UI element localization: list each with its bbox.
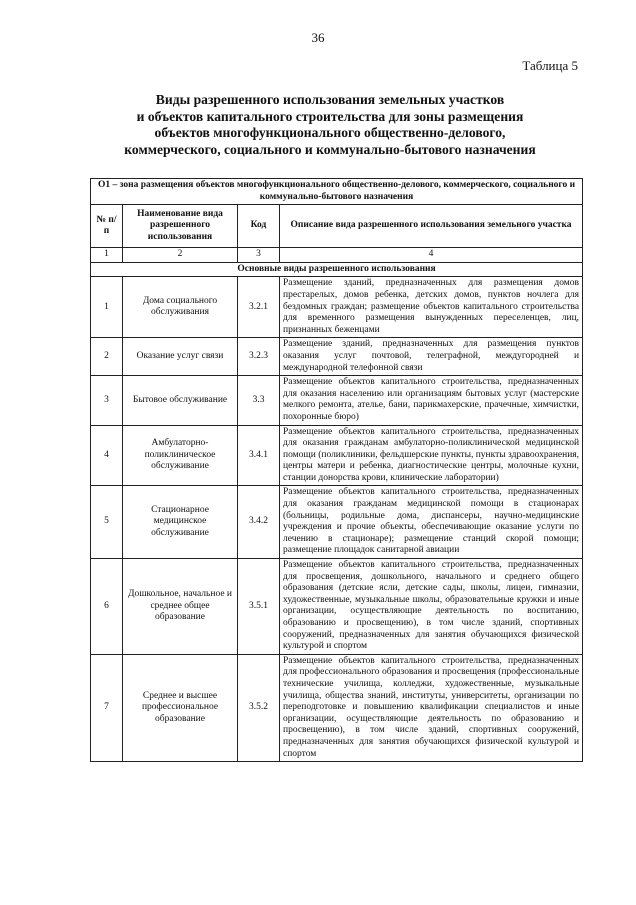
header-desc: Описание вида разрешенного использования земельного участка <box>280 205 583 248</box>
column-number-row <box>91 248 583 263</box>
row-name: Дома социального обслуживания <box>123 277 238 338</box>
title-line: Виды разрешенного использования земельных участков <box>155 92 505 107</box>
row-num: 2 <box>91 338 123 376</box>
section-title: Основные виды разрешенного использования <box>91 262 583 277</box>
table-row <box>91 277 583 338</box>
row-num: 4 <box>91 425 123 486</box>
row-desc: Размещение объектов капитального строительства, предназначенных для оказания гражданам амбулаторно-поликлинической медицинской помощи (поликлиники, фельдшерские пункты, пункты здравоохранения, центры матери и ребенка, диагностические центры, молочные кухни, станции донорства крови, клинические лаборатории) <box>280 425 583 486</box>
row-name: Амбулаторно-поликлиническое обслуживание <box>123 425 238 486</box>
row-code: 3.5.2 <box>238 654 280 761</box>
table-row <box>91 559 583 655</box>
row-code: 3.3 <box>238 376 280 425</box>
row-num: 5 <box>91 486 123 559</box>
row-name: Оказание услуг связи <box>123 338 238 376</box>
row-code: 3.4.2 <box>238 486 280 559</box>
column-number: 4 <box>280 248 583 263</box>
table-row <box>91 376 583 425</box>
page-number: 36 <box>311 30 325 45</box>
header-name: Наименование вида разрешенного использования <box>123 205 238 248</box>
table-row <box>91 425 583 486</box>
land-use-table <box>90 178 583 762</box>
row-name: Среднее и высшее профессиональное образование <box>123 654 238 761</box>
title-line: объектов многофункционального общественно-делового, <box>154 125 506 140</box>
row-name: Дошкольное, начальное и среднее общее образование <box>123 559 238 655</box>
table-label: Таблица 5 <box>522 58 578 73</box>
document-title <box>80 92 580 158</box>
column-number: 2 <box>123 248 238 263</box>
header-num: № п/п <box>91 205 123 248</box>
zone-header: О1 – зона размещения объектов многофункционального общественно-делового, коммерческого, социального и коммунально-бытового назначения <box>91 179 583 205</box>
row-desc: Размещение объектов капитального строительства, предназначенных для просвещения, дошкольного, начального и среднего общего образования (детские ясли, детские сады, школы, лицеи, гимназии, художественные, музыкальные школы, образовательные кружки и иные организации, осуществляющие деятельность по воспитанию, образованию и просвещению), в том числе зданий, спортивных сооружений, предназначенных для занятия обучающихся физической культурой и спортом <box>280 559 583 655</box>
row-desc: Размещение объектов капитального строительства, предназначенных для профессионального образования и просвещения (профессиональные технические училища, колледжи, художественные, музыкальные училища, общества знаний, институты, университеты, организации по переподготовке и повышению квалификации специалистов и иные организации, осуществляющие деятельность по образованию и просвещению), в том числе зданий, спортивных сооружений, предназначенных для занятия обучающихся физической культурой и спортом <box>280 654 583 761</box>
row-desc: Размещение объектов капитального строительства, предназначенных для оказания гражданам медицинской помощи в стационарах (больницы, родильные дома, диспансеры, научно-медицинские учреждения и прочие объекты, обеспечивающие оказание услуги по лечению в стационаре); размещение станций скорой помощи; размещение площадок санитарной авиации <box>280 486 583 559</box>
row-num: 3 <box>91 376 123 425</box>
row-num: 6 <box>91 559 123 655</box>
row-desc: Размещение объектов капитального строительства, предназначенных для оказания населению или организациям бытовых услуг (мастерские мелкого ремонта, ателье, бани, парикмахерские, прачечные, химчистки, похоронные бюро) <box>280 376 583 425</box>
table-header-row <box>91 205 583 248</box>
title-line: и объектов капитального строительства для зоны размещения <box>136 108 524 124</box>
column-number: 1 <box>91 248 123 263</box>
column-number: 3 <box>238 248 280 263</box>
row-name: Бытовое обслуживание <box>123 376 238 425</box>
title-line: коммерческого, социального и коммунально-бытового назначения <box>124 141 536 157</box>
row-desc: Размещение зданий, предназначенных для размещения домов престарелых, домов ребенка, детских домов, пунктов ночлега для бездомных граждан; размещение объектов капитального строительства для временного размещения вынужденных переселенцев, лиц, признанных беженцами <box>280 277 583 338</box>
table-row <box>91 486 583 559</box>
row-code: 3.4.1 <box>238 425 280 486</box>
row-code: 3.2.3 <box>238 338 280 376</box>
table-row <box>91 338 583 376</box>
row-num: 1 <box>91 277 123 338</box>
table-row <box>91 654 583 761</box>
row-code: 3.5.1 <box>238 559 280 655</box>
row-num: 7 <box>91 654 123 761</box>
row-name: Стационарное медицинское обслуживание <box>123 486 238 559</box>
row-desc: Размещение зданий, предназначенных для размещения пунктов оказания услуг почтовой, телеграфной, междугородней и международной телефонной связи <box>280 338 583 376</box>
header-code: Код <box>238 205 280 248</box>
row-code: 3.2.1 <box>238 277 280 338</box>
